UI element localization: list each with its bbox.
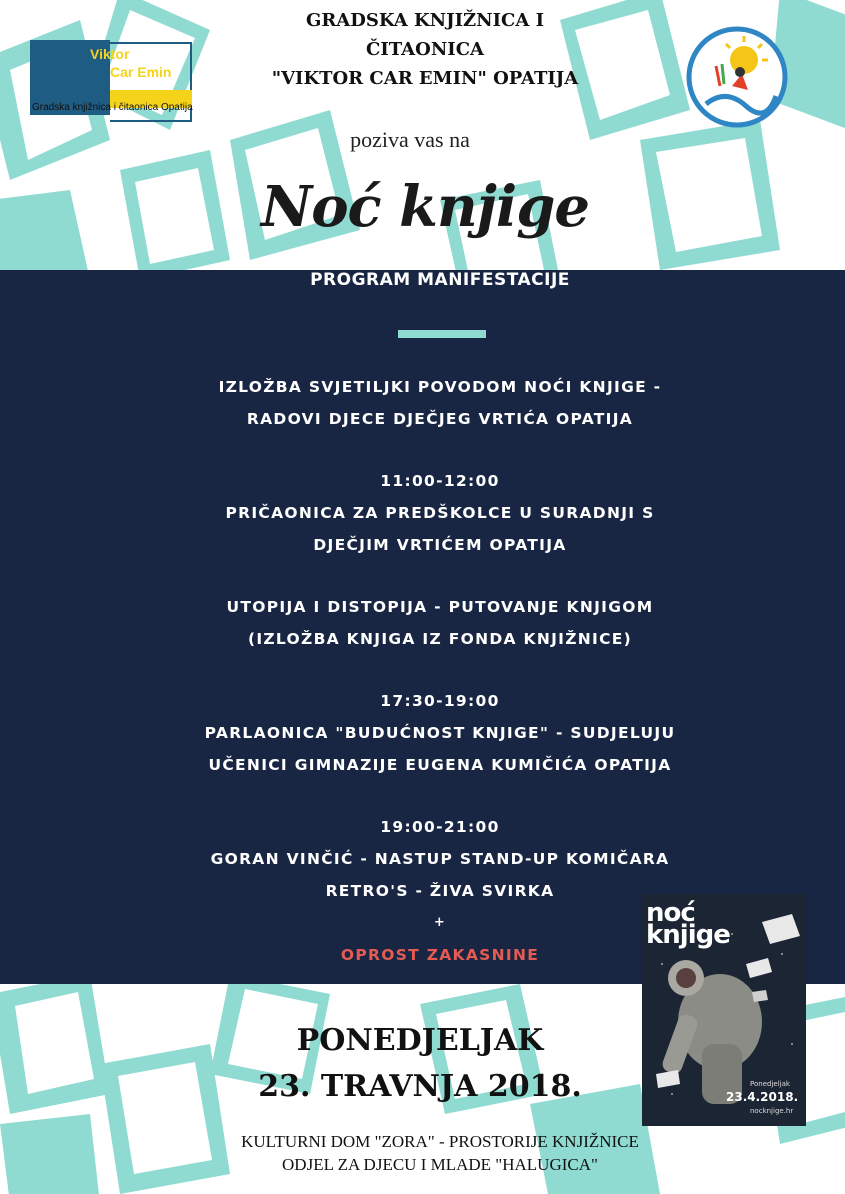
library-name-line: ČITAONICA <box>366 39 484 60</box>
title-underline-bar <box>398 330 486 338</box>
program-line: RADOVI DJECE DJEČJEG VRTIĆA OPATIJA <box>246 410 634 428</box>
venue-line: ODJEL ZA DJECU I MLADE "HALUGICA" <box>282 1155 598 1174</box>
fine-amnesty-highlight: OPROST ZAKASNINE <box>340 946 540 964</box>
poster-title-line1: noć <box>646 898 695 928</box>
program-item <box>130 685 750 781</box>
program-line: IZLOŽBA SVJETILJKI POVODOM NOĆI KNJIGE - <box>218 378 662 396</box>
logo-name-line2: Car Emin <box>110 64 172 80</box>
library-name-line: GRADSKA KNJIŽNICA I <box>305 10 545 31</box>
library-name-line: "VIKTOR CAR EMIN" OPATIJA <box>271 68 579 89</box>
poster-date-label: Ponedjeljak <box>750 1080 790 1088</box>
program-line: GORAN VINČIĆ - NASTUP STAND-UP KOMIČARA <box>210 850 670 868</box>
noc-knjige-poster <box>642 894 806 1126</box>
event-title: Noć knjige <box>261 174 589 240</box>
poster-url: nocknjige.hr <box>750 1107 794 1115</box>
poster-title-line2: knjige <box>646 920 730 950</box>
logo-name-line1: Viktor <box>90 46 130 62</box>
program-line: PRIČAONICA ZA PREDŠKOLCE U SURADNJI S <box>225 504 655 522</box>
program-item <box>130 591 750 655</box>
program-line: DJEČJIM VRTIĆEM OPATIJA <box>313 536 567 554</box>
program-time: 19:00-21:00 <box>380 818 500 836</box>
program-line: PARLAONICA "BUDUĆNOST KNJIGE" - SUDJELUJU <box>204 724 676 742</box>
program-item <box>130 371 750 435</box>
event-date <box>220 1018 620 1110</box>
venue-line: KULTURNI DOM "ZORA" - PROSTORIJE KNJIŽNICE <box>241 1132 639 1151</box>
plus-sign: + <box>433 915 447 930</box>
program-time: 17:30-19:00 <box>380 692 500 710</box>
poster-date: 23.4.2018. <box>726 1090 799 1104</box>
program-line: UTOPIJA I DISTOPIJA - PUTOVANJE KNJIGOM <box>226 598 654 616</box>
children-department-logo <box>686 26 788 128</box>
logo-subtitle: Gradska knjižnica i čitaonica Opatija <box>32 102 193 113</box>
event-weekday: PONEDJELJAK <box>296 1023 544 1058</box>
program-title: PROGRAM MANIFESTACIJE <box>310 270 570 290</box>
library-name <box>215 6 635 93</box>
invite-text: poziva vas na <box>350 127 470 152</box>
program-time: 11:00-12:00 <box>380 472 500 490</box>
program-item <box>130 465 750 561</box>
poster-title <box>646 898 730 950</box>
event-full-date: 23. TRAVNJA 2018. <box>258 1069 582 1104</box>
program-line: UČENICI GIMNAZIJE EUGENA KUMIČIĆA OPATIJA <box>208 756 672 774</box>
program-line: (IZLOŽBA KNJIGA IZ FONDA KNJIŽNICE) <box>247 630 633 648</box>
event-venue <box>150 1130 730 1176</box>
library-logo <box>30 40 195 125</box>
program-line: RETRO'S - ŽIVA SVIRKA <box>325 882 555 900</box>
